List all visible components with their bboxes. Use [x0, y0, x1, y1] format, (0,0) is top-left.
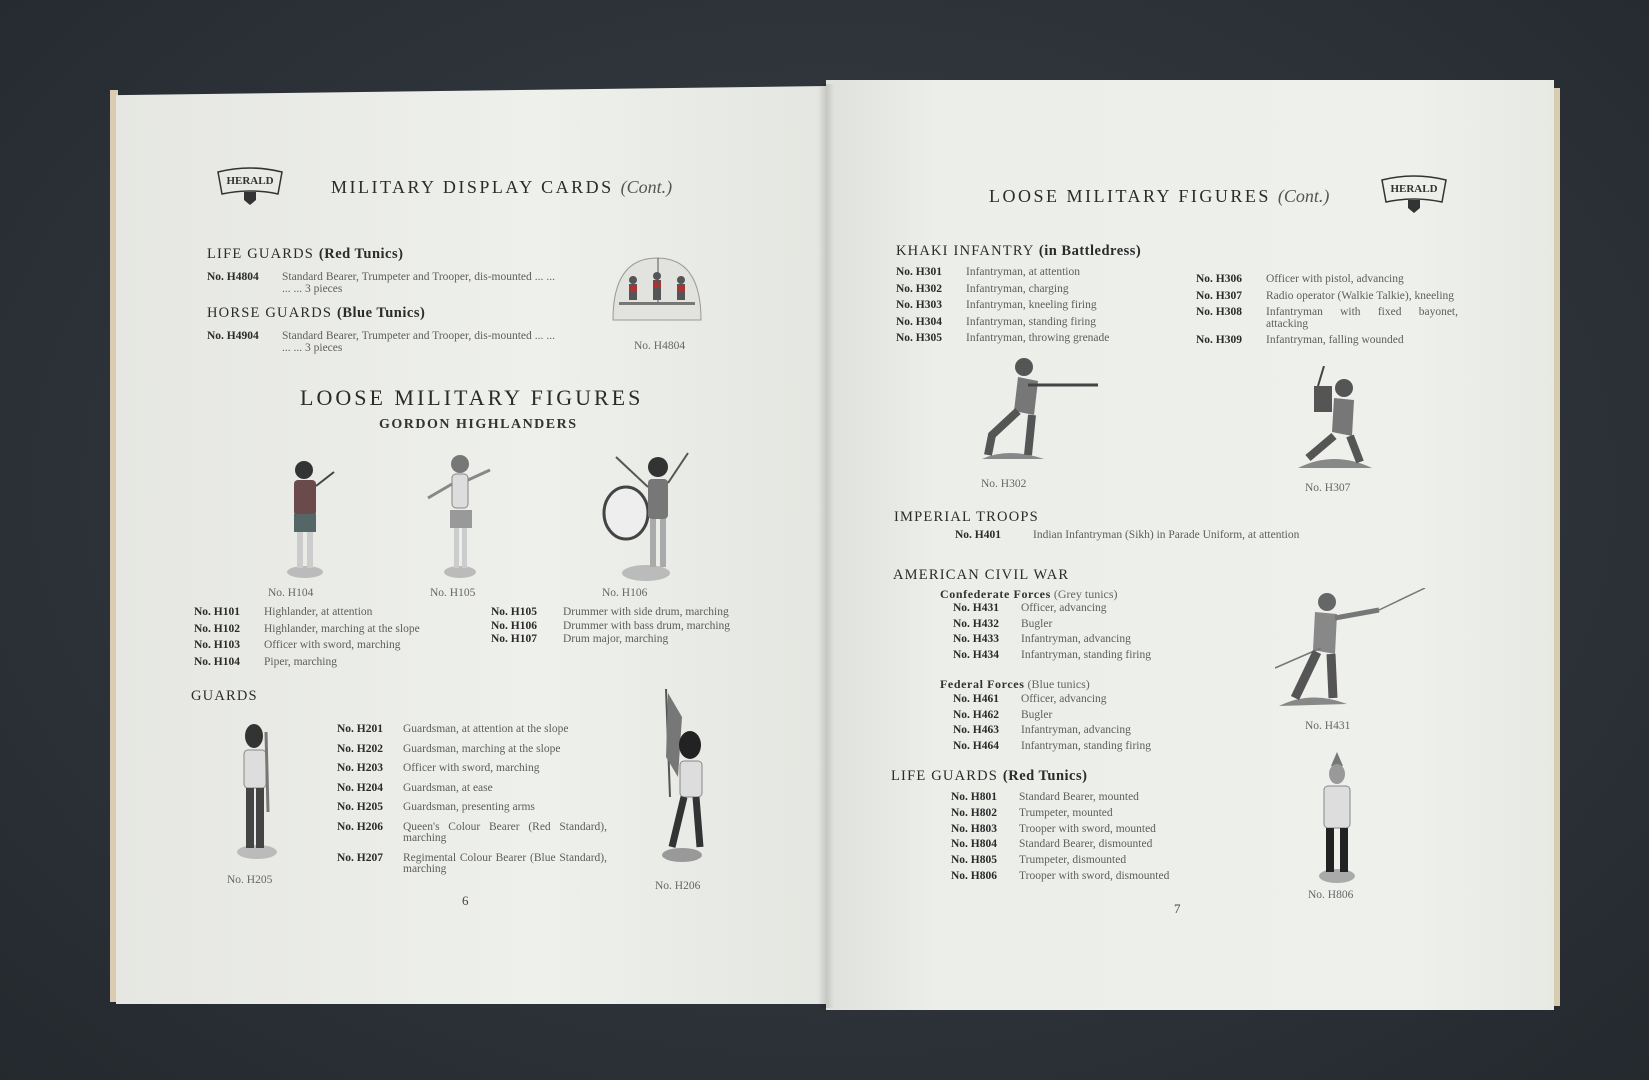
cont-label: (Cont.) — [1277, 186, 1330, 206]
section-title: KHAKI INFANTRY — [896, 243, 1035, 259]
item-list — [953, 694, 1213, 756]
list-item — [896, 300, 1166, 312]
caption-h205: No. H205 — [227, 874, 273, 886]
figure-h307-radio-operator — [1294, 366, 1376, 476]
caption-h302: No. H302 — [981, 478, 1027, 490]
list-item — [896, 317, 1166, 329]
title-text: MILITARY DISPLAY CARDS — [331, 177, 614, 197]
list-item — [1196, 274, 1458, 286]
display-card-caption: No. H4804 — [634, 340, 686, 352]
list-item — [951, 808, 1211, 820]
item-description: Guardsman, at ease — [403, 781, 493, 794]
list-item — [337, 724, 607, 736]
caption-h104: No. H104 — [268, 587, 314, 599]
item-description: Standard Bearer, Trumpeter and Trooper, dis-mounted ... ... ... ... 3 pieces — [282, 271, 555, 295]
list-item — [207, 272, 555, 295]
figure-h302-charging — [978, 355, 1103, 467]
list-item — [953, 650, 1213, 662]
item-code: No. H309 — [1196, 334, 1242, 346]
loose-figures-heading: LOOSE MILITARY FIGURES — [300, 385, 644, 410]
item-description: Indian Infantryman (Sikh) in Parade Uniform, at attention — [1033, 529, 1300, 541]
section-horse-guards-heading — [207, 305, 425, 322]
caption-h431: No. H431 — [1305, 720, 1351, 732]
item-code: No. H304 — [896, 315, 942, 328]
list-item — [337, 744, 607, 756]
section-subtitle: (in Battledress) — [1038, 243, 1142, 259]
item-description: Standard Bearer, dismounted — [1019, 838, 1153, 851]
item-code: No. H207 — [337, 851, 383, 864]
list-item — [194, 624, 464, 636]
item-code: No. H464 — [953, 739, 999, 752]
item-code: No. H802 — [951, 806, 997, 819]
item-code: No. H102 — [194, 622, 240, 635]
item-code: No. H204 — [337, 781, 383, 794]
item-code: No. H105 — [491, 606, 537, 618]
svg-text:HERALD: HERALD — [226, 175, 274, 187]
section-title: LIFE GUARDS — [891, 768, 999, 784]
item-code: No. H806 — [951, 869, 997, 882]
item-description: Officer with sword, marching — [403, 762, 540, 774]
item-description: Bugler — [1021, 617, 1053, 630]
figure-h431-confederate-officer — [1275, 588, 1431, 713]
item-list — [1196, 274, 1458, 352]
item-description: Trumpeter, dismounted — [1019, 854, 1127, 867]
figure-h206-colour-bearer — [652, 687, 712, 865]
list-item — [194, 640, 464, 652]
section-title: LIFE GUARDS — [207, 246, 315, 262]
list-item — [951, 792, 1211, 804]
american-civil-war-heading: AMERICAN CIVIL WAR — [893, 567, 1070, 583]
item-description: Trumpeter, mounted — [1019, 806, 1113, 819]
item-code: No. H107 — [491, 633, 537, 645]
item-code: No. H433 — [953, 633, 999, 645]
list-item — [953, 710, 1213, 722]
item-list — [337, 724, 607, 884]
item-description: Radio operator (Walkie Talkie), kneeling — [1266, 289, 1455, 302]
item-code: No. H401 — [955, 529, 1001, 541]
item-code: No. H462 — [953, 708, 999, 721]
figure-h106-bass-drummer — [596, 447, 696, 585]
item-description: Infantryman, at attention — [966, 266, 1081, 278]
item-code: No. H803 — [951, 822, 997, 835]
item-code: No. H106 — [491, 619, 537, 632]
item-list — [953, 603, 1213, 665]
item-description: Trooper with sword, dismounted — [1019, 869, 1170, 882]
book-spine — [818, 84, 834, 1008]
item-code: No. H432 — [953, 617, 999, 630]
item-code: No. H305 — [896, 332, 942, 344]
item-description: Infantryman, advancing — [1021, 633, 1131, 645]
section-life-guards-heading — [207, 246, 403, 263]
list-item — [337, 853, 607, 876]
list-item — [337, 802, 607, 814]
item-description: Trooper with sword, mounted — [1019, 822, 1156, 835]
subsection-note: (Grey tunics) — [1053, 587, 1118, 601]
list-item — [953, 634, 1213, 646]
item-code: No. H804 — [951, 838, 997, 851]
item-description: Infantryman, charging — [966, 282, 1069, 295]
item-description: Officer with pistol, advancing — [1266, 273, 1404, 285]
caption-h206: No. H206 — [655, 880, 701, 892]
federal-forces-heading — [940, 677, 1090, 692]
list-item — [1196, 307, 1458, 330]
item-code: No. H103 — [194, 639, 240, 651]
item-code: No. H306 — [1196, 273, 1242, 285]
herald-logo — [1378, 172, 1450, 216]
item-list — [491, 607, 756, 648]
guards-heading: GUARDS — [191, 688, 258, 704]
item-description: Guardsman, marching at the slope — [403, 742, 561, 755]
list-item — [337, 783, 607, 795]
item-description: Officer, advancing — [1021, 693, 1107, 705]
item-code: No. H303 — [896, 299, 942, 311]
item-description: Infantryman, kneeling firing — [966, 299, 1097, 311]
item-code: No. H308 — [1196, 306, 1242, 318]
item-description: Piper, marching — [264, 655, 337, 668]
item-description: Regimental Colour Bearer (Blue Standard), marching — [403, 851, 607, 875]
figure-h105-drummer — [420, 450, 500, 582]
item-code: No. H434 — [953, 648, 999, 661]
section-subtitle: (Red Tunics) — [318, 246, 404, 262]
list-item — [953, 741, 1213, 753]
figure-h104-piper — [270, 452, 340, 582]
list-item — [491, 621, 756, 633]
item-code: No. H4804 — [207, 271, 259, 283]
life-guards-heading — [891, 768, 1087, 785]
item-description: Queen's Colour Bearer (Red Standard), marching — [403, 820, 607, 844]
subsection-label: Federal Forces — [940, 677, 1025, 691]
section-subtitle: (Red Tunics) — [1002, 768, 1088, 784]
list-item — [337, 763, 607, 775]
item-description: Standard Bearer, mounted — [1019, 791, 1139, 803]
list-item — [207, 331, 555, 354]
section-subtitle: (Blue Tunics) — [337, 305, 426, 321]
figure-h806-life-guard — [1312, 752, 1362, 886]
item-code: No. H101 — [194, 606, 240, 618]
item-description: Infantryman, standing firing — [1021, 648, 1151, 661]
item-description: Infantryman with fixed bayonet, attacking — [1266, 306, 1458, 330]
list-item — [896, 267, 1166, 279]
list-item — [953, 694, 1213, 706]
list-item — [955, 530, 1375, 542]
subsection-note: (Blue tunics) — [1027, 677, 1090, 691]
item-description: Officer with sword, marching — [264, 639, 401, 651]
list-item — [491, 607, 756, 619]
item-list — [207, 272, 555, 295]
item-description: Standard Bearer, Trumpeter and Trooper, dis-mounted ... ... ... ... 3 pieces — [282, 330, 555, 354]
list-item — [951, 824, 1211, 836]
list-item — [491, 634, 756, 646]
item-code: No. H461 — [953, 693, 999, 705]
item-code: No. H463 — [953, 724, 999, 736]
list-item — [953, 619, 1213, 631]
item-description: Bugler — [1021, 708, 1053, 721]
item-code: No. H805 — [951, 854, 997, 867]
item-code: No. H431 — [953, 602, 999, 614]
item-description: Drum major, marching — [563, 633, 669, 645]
item-list — [194, 607, 464, 673]
caption-h806: No. H806 — [1308, 889, 1354, 901]
khaki-infantry-heading — [896, 243, 1141, 260]
caption-h105: No. H105 — [430, 587, 476, 599]
item-description: Highlander, at attention — [264, 606, 373, 618]
imperial-troops-heading: IMPERIAL TROOPS — [894, 509, 1039, 525]
section-title: HORSE GUARDS — [207, 305, 333, 321]
item-list — [955, 530, 1375, 542]
list-item — [896, 333, 1166, 345]
item-description: Infantryman, throwing grenade — [966, 332, 1110, 344]
list-item — [1196, 335, 1458, 347]
item-code: No. H4904 — [207, 330, 259, 342]
list-item — [896, 284, 1166, 296]
item-description: Infantryman, standing firing — [966, 315, 1096, 328]
item-code: No. H203 — [337, 762, 383, 774]
item-description: Drummer with side drum, marching — [563, 606, 729, 618]
item-code: No. H205 — [337, 801, 383, 813]
item-code: No. H201 — [337, 723, 383, 735]
page-number-left: 6 — [462, 893, 469, 908]
subsection-label: Confederate Forces — [940, 587, 1051, 601]
confederate-forces-heading — [940, 587, 1118, 602]
figure-h205-guardsman — [232, 722, 282, 862]
item-description: Guardsman, presenting arms — [403, 801, 535, 813]
list-item — [951, 871, 1211, 883]
item-description: Guardsman, at attention at the slope — [403, 723, 569, 735]
item-description: Drummer with bass drum, marching — [563, 619, 731, 632]
item-code: No. H104 — [194, 655, 240, 668]
list-item — [337, 822, 607, 845]
list-item — [1196, 291, 1458, 303]
item-list — [951, 792, 1211, 887]
list-item — [951, 855, 1211, 867]
list-item — [194, 607, 464, 619]
list-item — [953, 603, 1213, 615]
cont-label: (Cont.) — [620, 177, 673, 197]
item-code: No. H801 — [951, 791, 997, 803]
gordon-highlanders-heading: GORDON HIGHLANDERS — [379, 417, 578, 432]
item-code: No. H202 — [337, 742, 383, 755]
page-title-left — [331, 177, 672, 198]
caption-h106: No. H106 — [602, 587, 648, 599]
item-list — [207, 331, 555, 354]
page-number-right: 7 — [1174, 901, 1181, 916]
item-code: No. H307 — [1196, 289, 1242, 302]
list-item — [953, 725, 1213, 737]
item-code: No. H206 — [337, 820, 383, 833]
item-description: Infantryman, falling wounded — [1266, 334, 1404, 346]
item-code: No. H301 — [896, 266, 942, 278]
item-list — [896, 267, 1166, 350]
display-card-image — [611, 256, 703, 322]
page-title-right — [989, 186, 1329, 207]
title-text: LOOSE MILITARY FIGURES — [989, 186, 1271, 206]
item-description: Infantryman, advancing — [1021, 724, 1131, 736]
list-item — [951, 839, 1211, 851]
item-code: No. H302 — [896, 282, 942, 295]
svg-text:HERALD: HERALD — [1390, 183, 1438, 195]
list-item — [194, 657, 464, 669]
caption-h307: No. H307 — [1305, 482, 1351, 494]
item-description: Infantryman, standing firing — [1021, 739, 1151, 752]
herald-logo — [214, 164, 286, 208]
item-description: Officer, advancing — [1021, 602, 1107, 614]
item-description: Highlander, marching at the slope — [264, 622, 420, 635]
